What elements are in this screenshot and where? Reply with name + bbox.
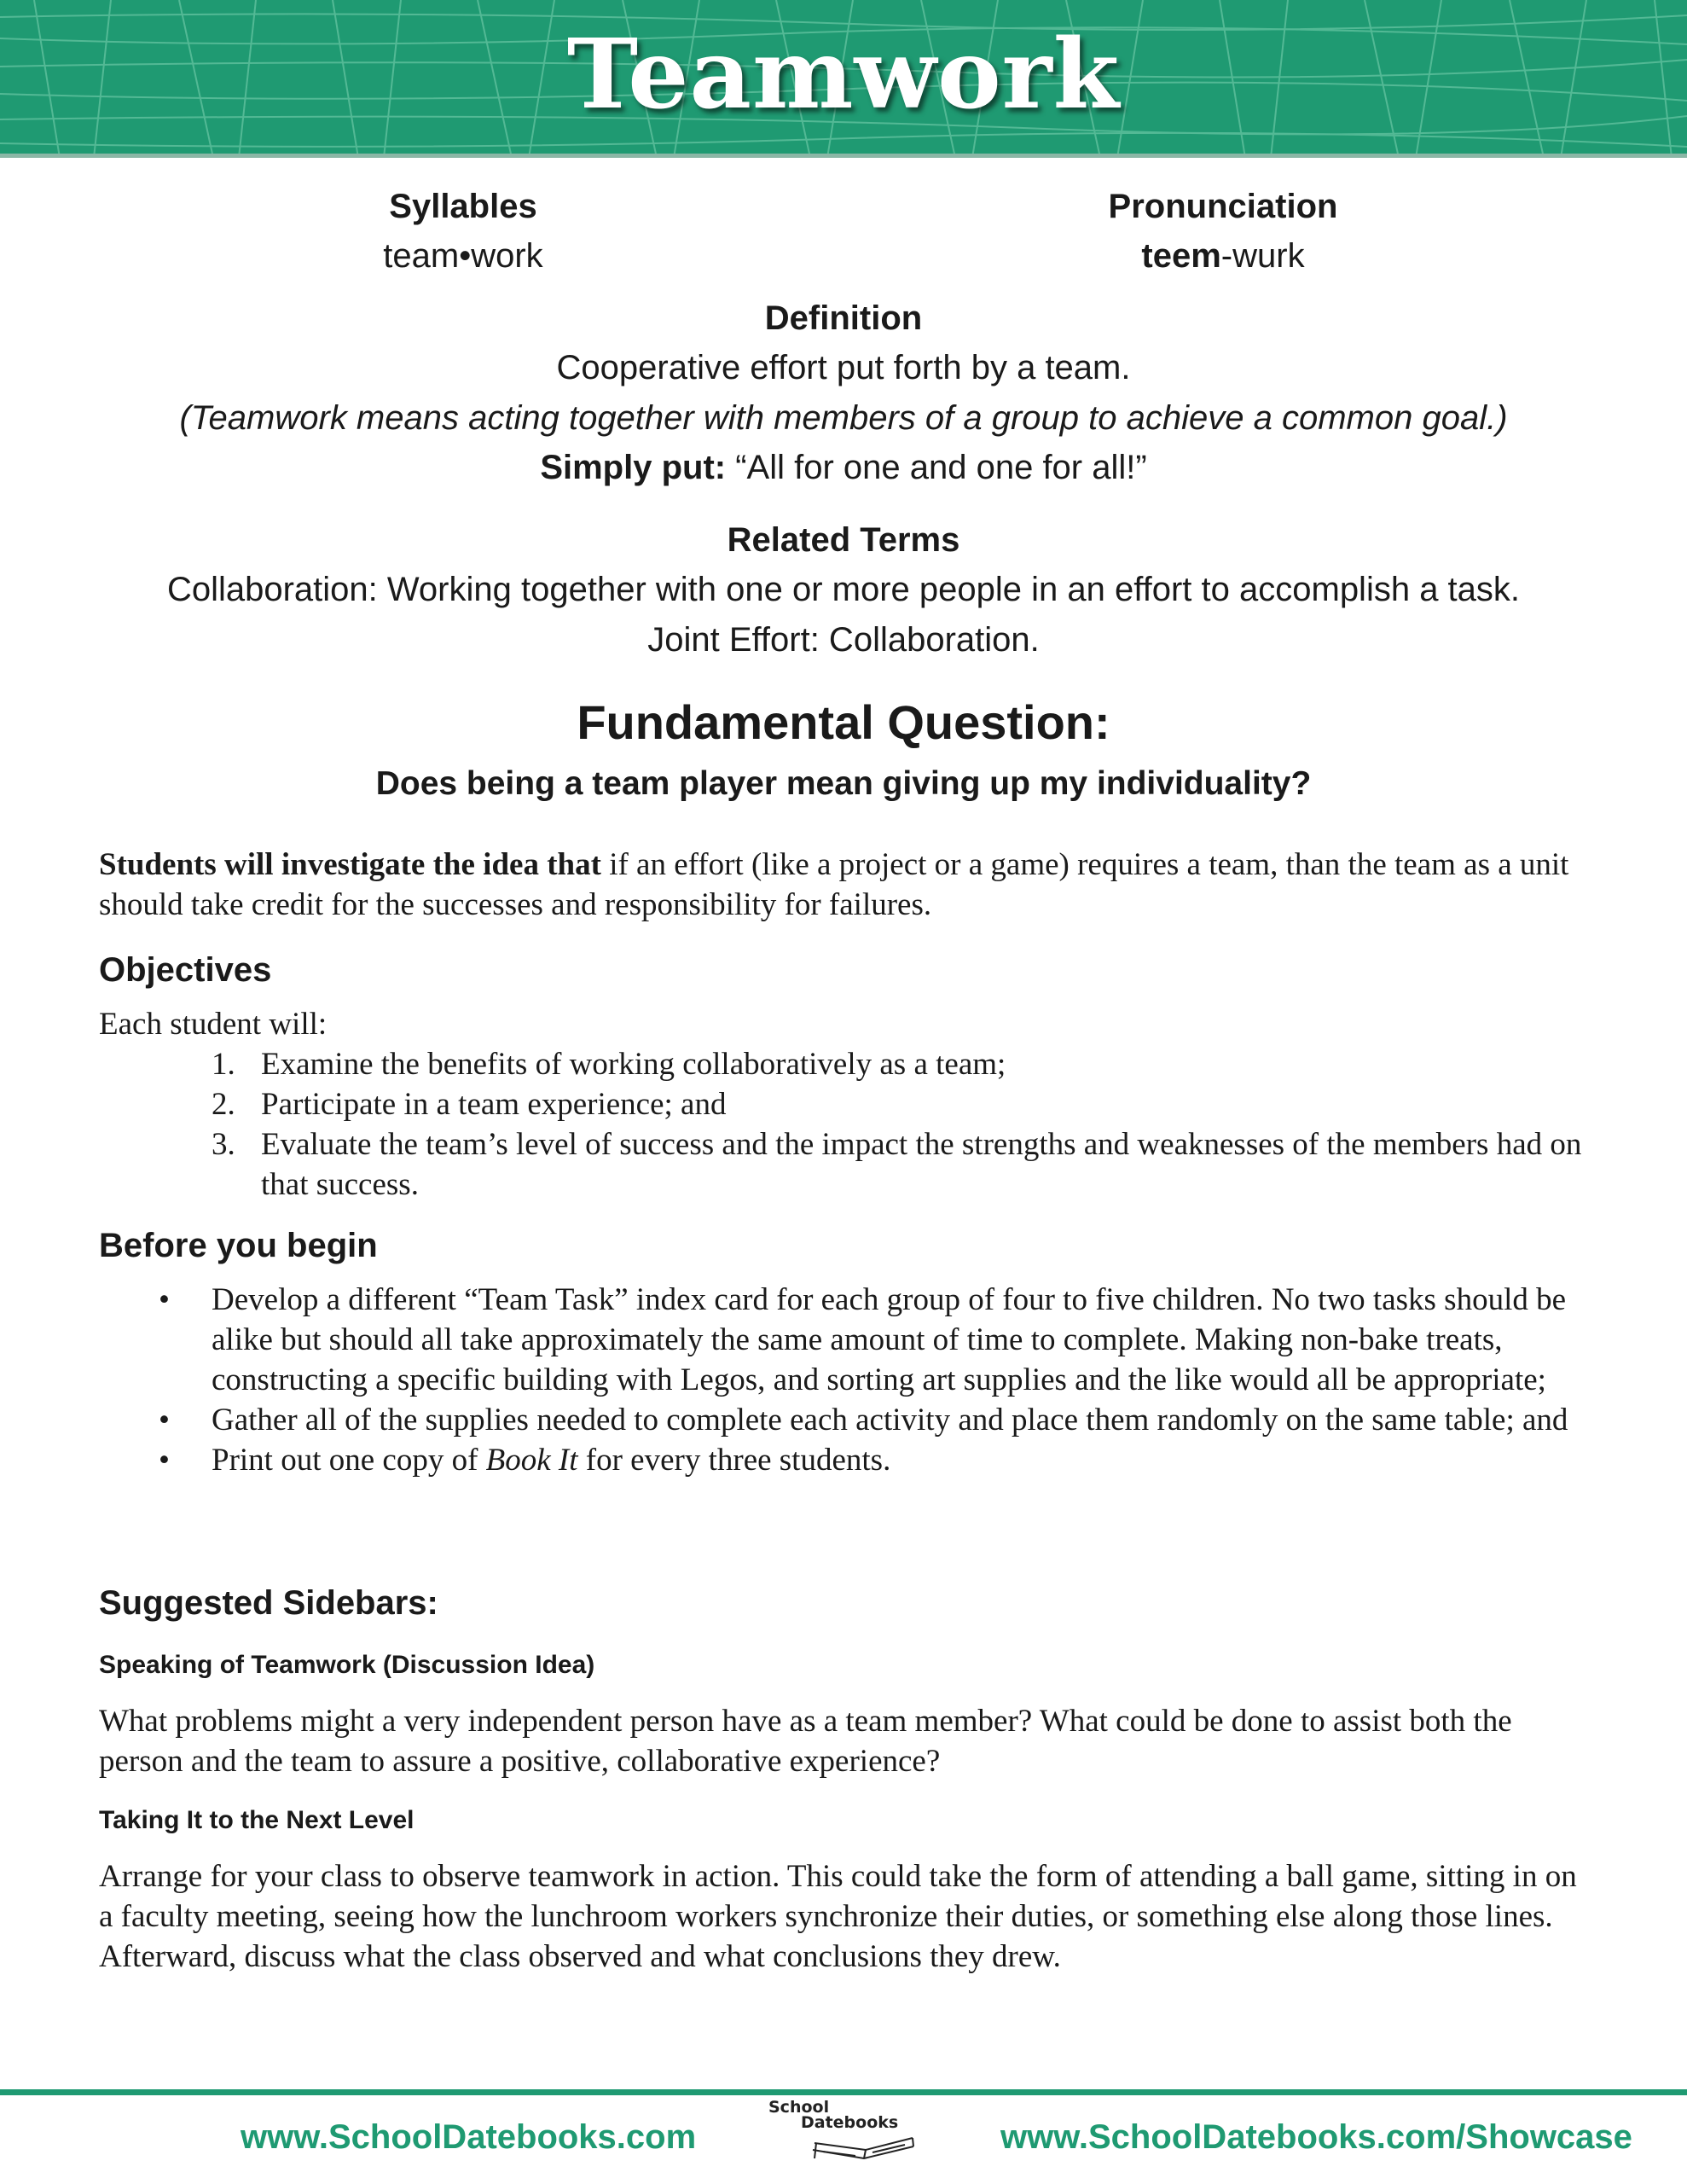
bullet-icon: •	[159, 1403, 170, 1438]
before-list	[154, 1280, 1586, 1480]
objective-number: 1.	[212, 1047, 235, 1082]
page-title: Teamwork	[566, 19, 1121, 131]
simply-put-line	[0, 446, 1687, 489]
objectives-heading: Objectives	[99, 951, 272, 989]
fundamental-question-title: Fundamental Question:	[577, 695, 1110, 749]
speaking-heading: Speaking of Teamwork (Discussion Idea)	[99, 1651, 595, 1679]
speaking-text: What problems might a very independent person have as a team member? What could be done to assist both the person and the team to assure a positive, collaborative experience?	[99, 1704, 1512, 1779]
objective-text: Evaluate the team’s level of success and the impact the strengths and weaknesses of the members had on that success.	[261, 1127, 1582, 1202]
logo-line-1: School	[768, 2098, 830, 2117]
objective-text: Participate in a team experience; and	[261, 1087, 727, 1122]
footer-link-showcase[interactable]: www.SchoolDatebooks.com/Showcase	[1000, 2118, 1632, 2156]
objective-number: 2.	[212, 1087, 235, 1122]
intro-lead: Students will investigate the idea that	[99, 847, 601, 882]
objective-item	[201, 1084, 1583, 1124]
next-level-text: Arrange for your class to observe teamwork in action. This could take the form of attending a ball game, sitting in on a faculty meeting, seeing how the lunchroom workers synchronize their duties, or something else along those lines. Afterward, discuss what the class observed and what conclusions they drew.	[99, 1859, 1577, 1974]
header-banner	[0, 0, 1687, 158]
bullet-icon: •	[159, 1443, 170, 1478]
related-term-2: Joint Effort: Collaboration.	[647, 621, 1040, 659]
before-item	[154, 1280, 1586, 1400]
pronunciation-stressed: teem	[1141, 237, 1221, 275]
pronunciation-label: Pronunciation	[1108, 188, 1338, 225]
simply-put-text: “All for one and one for all!”	[726, 449, 1147, 486]
definition-explanation: (Teamwork means acting together with members of a group to achieve a common goal.)	[179, 399, 1508, 437]
objective-item	[201, 1124, 1583, 1205]
before-item-pre: Print out one copy of	[212, 1443, 486, 1478]
footer-rule	[0, 2089, 1687, 2095]
fundamental-question-text: Does being a team player mean giving up my individuality?	[375, 765, 1312, 802]
simply-put-label: Simply put:	[540, 449, 727, 486]
footer-link-home[interactable]: www.SchoolDatebooks.com	[241, 2118, 697, 2156]
objective-item	[201, 1044, 1583, 1084]
objective-text: Examine the benefits of working collaboratively as a team;	[261, 1047, 1006, 1082]
objectives-list	[201, 1044, 1583, 1205]
before-item-text: Gather all of the supplies needed to complete each activity and place them randomly on the same table; and	[212, 1403, 1568, 1438]
logo-line-2: Datebooks	[801, 2113, 899, 2132]
intro-paragraph	[99, 845, 1583, 925]
pronunciation-value	[1052, 235, 1394, 276]
definition-text: Cooperative effort put forth by a team.	[556, 349, 1131, 386]
related-terms-label: Related Terms	[727, 521, 960, 559]
definition-label: Definition	[764, 299, 923, 337]
before-item-post: for every three students.	[577, 1443, 891, 1478]
book-icon	[763, 2099, 925, 2175]
objective-number: 3.	[212, 1127, 235, 1162]
before-item	[154, 1440, 1586, 1480]
before-item-text: Develop a different “Team Task” index card for each group of four to five children. No two tasks should be alike but should all take approximately the same amount of time to complete. Making non-bake treats, constructing a specific building with Legos, and sorting art supplies and the like would all be appropriate;	[212, 1282, 1567, 1397]
before-heading: Before you begin	[99, 1227, 378, 1264]
intro-text: if an effort (like a project or a game) requires a team, than the team as a unit should take credit for the successes and responsibility for failures.	[99, 847, 1569, 922]
school-datebooks-logo	[763, 2099, 925, 2175]
book-title: Book It	[485, 1443, 578, 1478]
pronunciation-rest: -wurk	[1220, 237, 1305, 275]
bullet-icon: •	[159, 1282, 170, 1317]
objectives-lead: Each student will:	[99, 1007, 328, 1042]
syllables-label: Syllables	[389, 188, 537, 225]
syllables-value: team•work	[383, 237, 543, 275]
next-level-heading: Taking It to the Next Level	[99, 1806, 415, 1834]
sidebars-heading: Suggested Sidebars:	[99, 1584, 438, 1622]
related-term-1: Collaboration: Working together with one or more people in an effort to accomplish a task.	[166, 571, 1521, 608]
before-item	[154, 1400, 1586, 1440]
